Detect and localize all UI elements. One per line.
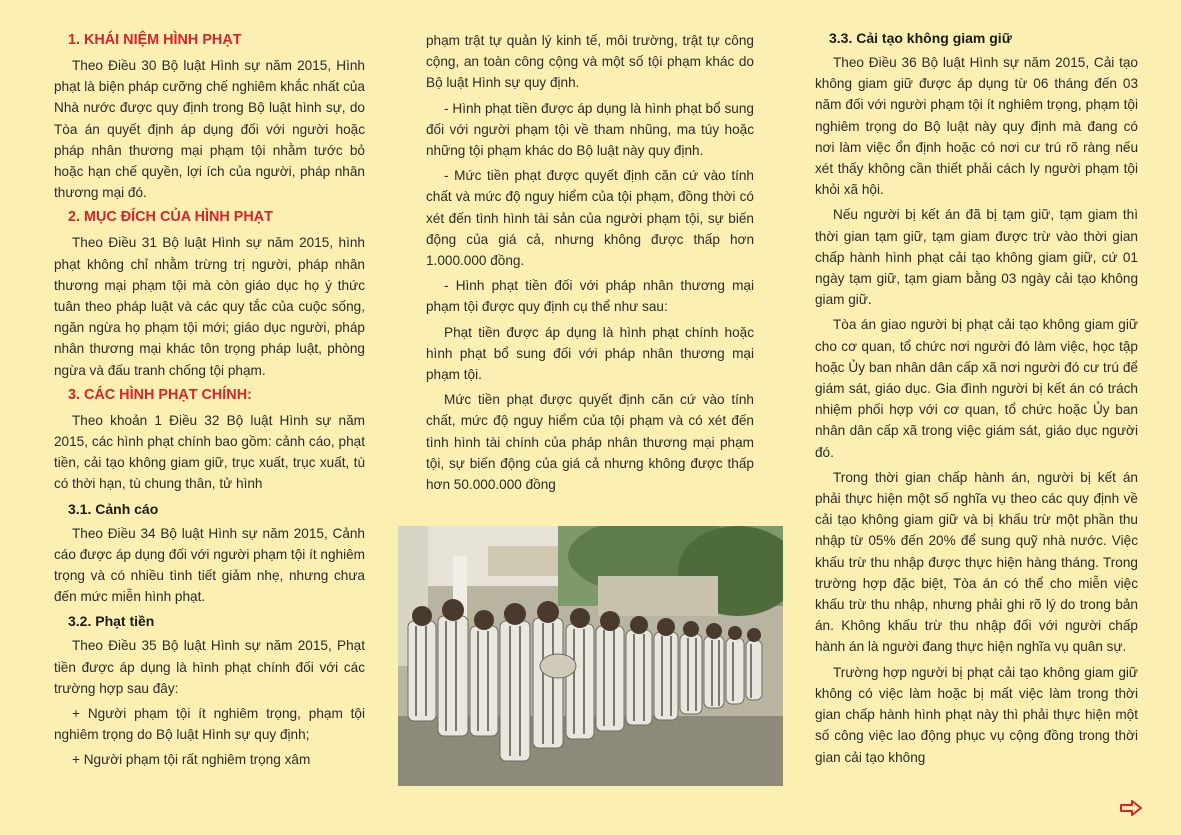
paragraph: Theo khoản 1 Điều 32 Bộ luật Hình sự năm 2015, các hình phạt chính bao gồm: cảnh cáo, phạt tiền, cải tạo không giam giữ, trục xuất, trục xuất, tù có thời hạn, tù chung thân, tử hình	[54, 412, 365, 492]
paragraph: - Hình phạt tiền đối với pháp nhân thương mại phạm tội được quy định cụ thể như sau:	[426, 278, 754, 315]
paragraph: Trong thời gian chấp hành án, người bị kết án phải thực hiện một số nghĩa vụ theo các quy định về cải tạo không giam giữ và bị khấu trừ một phần thu nhập từ 05% đến 20% để sung quỹ nhà nước. Việc khấu trừ thu nhập được thực hiện hàng tháng. Trong trường hợp đặc biệt, Tòa án có thể cho miễn việc khấu trừ thu nhập, nhưng phải ghi rõ lý do trong bản án. Không khấu trừ thu nhập đối với người chấp hành án là người đang thực hiện nghĩa vụ quân sự.	[815, 469, 1138, 655]
paragraph: Phạt tiền được áp dụng là hình phạt chính hoặc hình phạt bổ sung đối với pháp nhân thương mại phạm tội.	[426, 324, 754, 383]
subheading-canh-cao: 3.1. Cảnh cáo	[68, 500, 159, 517]
paragraph: - Mức tiền phạt được quyết định căn cứ vào tính chất và mức độ nguy hiểm của tội phạm, đồng thời có xét đến tình hình tài sản của người phạm tội, sự biến động của giá cả, nhưng không được thấp hơn 1.000.000 đồng.	[426, 168, 754, 269]
heading-khai-niem: 1. KHÁI NIỆM HÌNH PHẠT	[68, 32, 242, 48]
subheading-phat-tien: 3.2. Phạt tiền	[68, 613, 155, 630]
paragraph: - Hình phạt tiền được áp dụng là hình phạt bổ sung đối với người phạm tội về tham nhũng, ma túy hoặc những tội phạm khác do Bộ luật này quy định.	[426, 100, 754, 159]
subheading-cai-tao: 3.3. Cải tạo không giam giữ	[829, 30, 1012, 46]
paragraph: + Người phạm tội ít nghiêm trọng, phạm tội nghiêm trọng do Bộ luật Hình sự quy định;	[54, 706, 365, 743]
heading-muc-dich: 2. MỤC ĐÍCH CỦA HÌNH PHẠT	[68, 209, 273, 226]
paragraph: Trường hợp người bị phạt cải tạo không giam giữ không có việc làm hoặc bị mất việc làm trong thời gian chấp hành hình phạt này thì phải thực hiện một số công việc lao động phục vụ cộng đồng trong thời gian cải tạo không	[815, 664, 1138, 765]
column-right	[815, 28, 1138, 772]
paragraph: Theo Điều 35 Bộ luật Hình sự năm 2015, Phạt tiền được áp dụng là hình phạt chính đối với các trường hợp sau đây:	[54, 638, 365, 696]
prisoners-photo	[398, 526, 783, 786]
paragraph: Mức tiền phạt được quyết định căn cứ vào tính chất, mức độ nguy hiểm của tội phạm và có xét đến tình hình tài chính của pháp nhân thương mại phạm tội, sự biến động của giá cả nhưng không được thấp hơn 50.000.000 đồng	[426, 392, 754, 493]
paragraph: Theo Điều 31 Bộ luật Hình sự năm 2015, hình phạt không chỉ nhằm trừng trị người, pháp nhân thương mại phạm tội mà còn giáo dục họ ý thức tuân theo pháp luật và các quy tắc của cuộc sống, ngăn ngừa họ phạm tội mới; giáo dục người, pháp nhân thương mại khác tôn trọng pháp luật, phòng ngừa và đấu tranh chống tội phạm.	[54, 235, 365, 378]
paragraph: + Người phạm tội rất nghiêm trọng xâm	[72, 752, 311, 768]
paragraph: Tòa án giao người bị phạt cải tạo không giam giữ cho cơ quan, tổ chức nơi người đó làm việc, học tập hoặc Ủy ban nhân dân cấp xã nơi người đó cư trú để giám sát, giáo dục. Gia đình người bị kết án có trách nhiệm phối hợp với cơ quan, tổ chức hoặc Ủy ban nhân dân cấp xã trong việc giám sát, giáo dục người đó.	[815, 317, 1138, 460]
column-left	[54, 28, 365, 775]
right-arrow-icon[interactable]	[1120, 800, 1142, 821]
column-middle	[426, 30, 754, 499]
paragraph: Theo Điều 30 Bộ luật Hình sự năm 2015, Hình phạt là biện pháp cưỡng chế nghiêm khắc nhất của Nhà nước được quy định trong Bộ luật hình sự, do Tòa án quyết định áp dụng đối với người hoặc pháp nhân thương mại phạm tội nhằm tước bỏ hoặc hạn chế quyền, lợi ích của người, pháp nhân thương mại đó.	[54, 58, 365, 201]
paragraph: Nếu người bị kết án đã bị tạm giữ, tạm giam thì thời gian tạm giữ, tạm giam được trừ vào thời gian chấp hành hình phạt cải tạo không giam giữ, cứ 01 ngày tạm giữ, tạm giam bằng 03 ngày cải tạo không giam giữ.	[815, 207, 1138, 308]
heading-cac-hinh-phat: 3. CÁC HÌNH PHẠT CHÍNH:	[68, 386, 252, 403]
paragraph: Theo Điều 36 Bộ luật Hình sự năm 2015, Cải tạo không giam giữ được áp dụng từ 06 tháng đến 03 năm đối với người phạm tội ít nghiêm trọng, phạm tội nghiêm trọng do Bộ luật này quy định mà đang có nơi làm việc ổn định hoặc có nơi cư trú rõ ràng nếu xét thấy không cần thiết phải cách ly người phạm tội khỏi xã hội.	[815, 55, 1138, 198]
paragraph: phạm trật tự quản lý kinh tế, môi trường, trật tự công cộng, an toàn công cộng và một số tội phạm khác do Bộ luật Hình sự quy định.	[426, 33, 754, 91]
paragraph: Theo Điều 34 Bộ luật Hình sự năm 2015, Cảnh cáo được áp dụng đối với người phạm tội ít nghiêm trọng và có nhiều tình tiết giảm nhẹ, nhưng chưa đến mức miễn hình phạt.	[54, 525, 365, 605]
